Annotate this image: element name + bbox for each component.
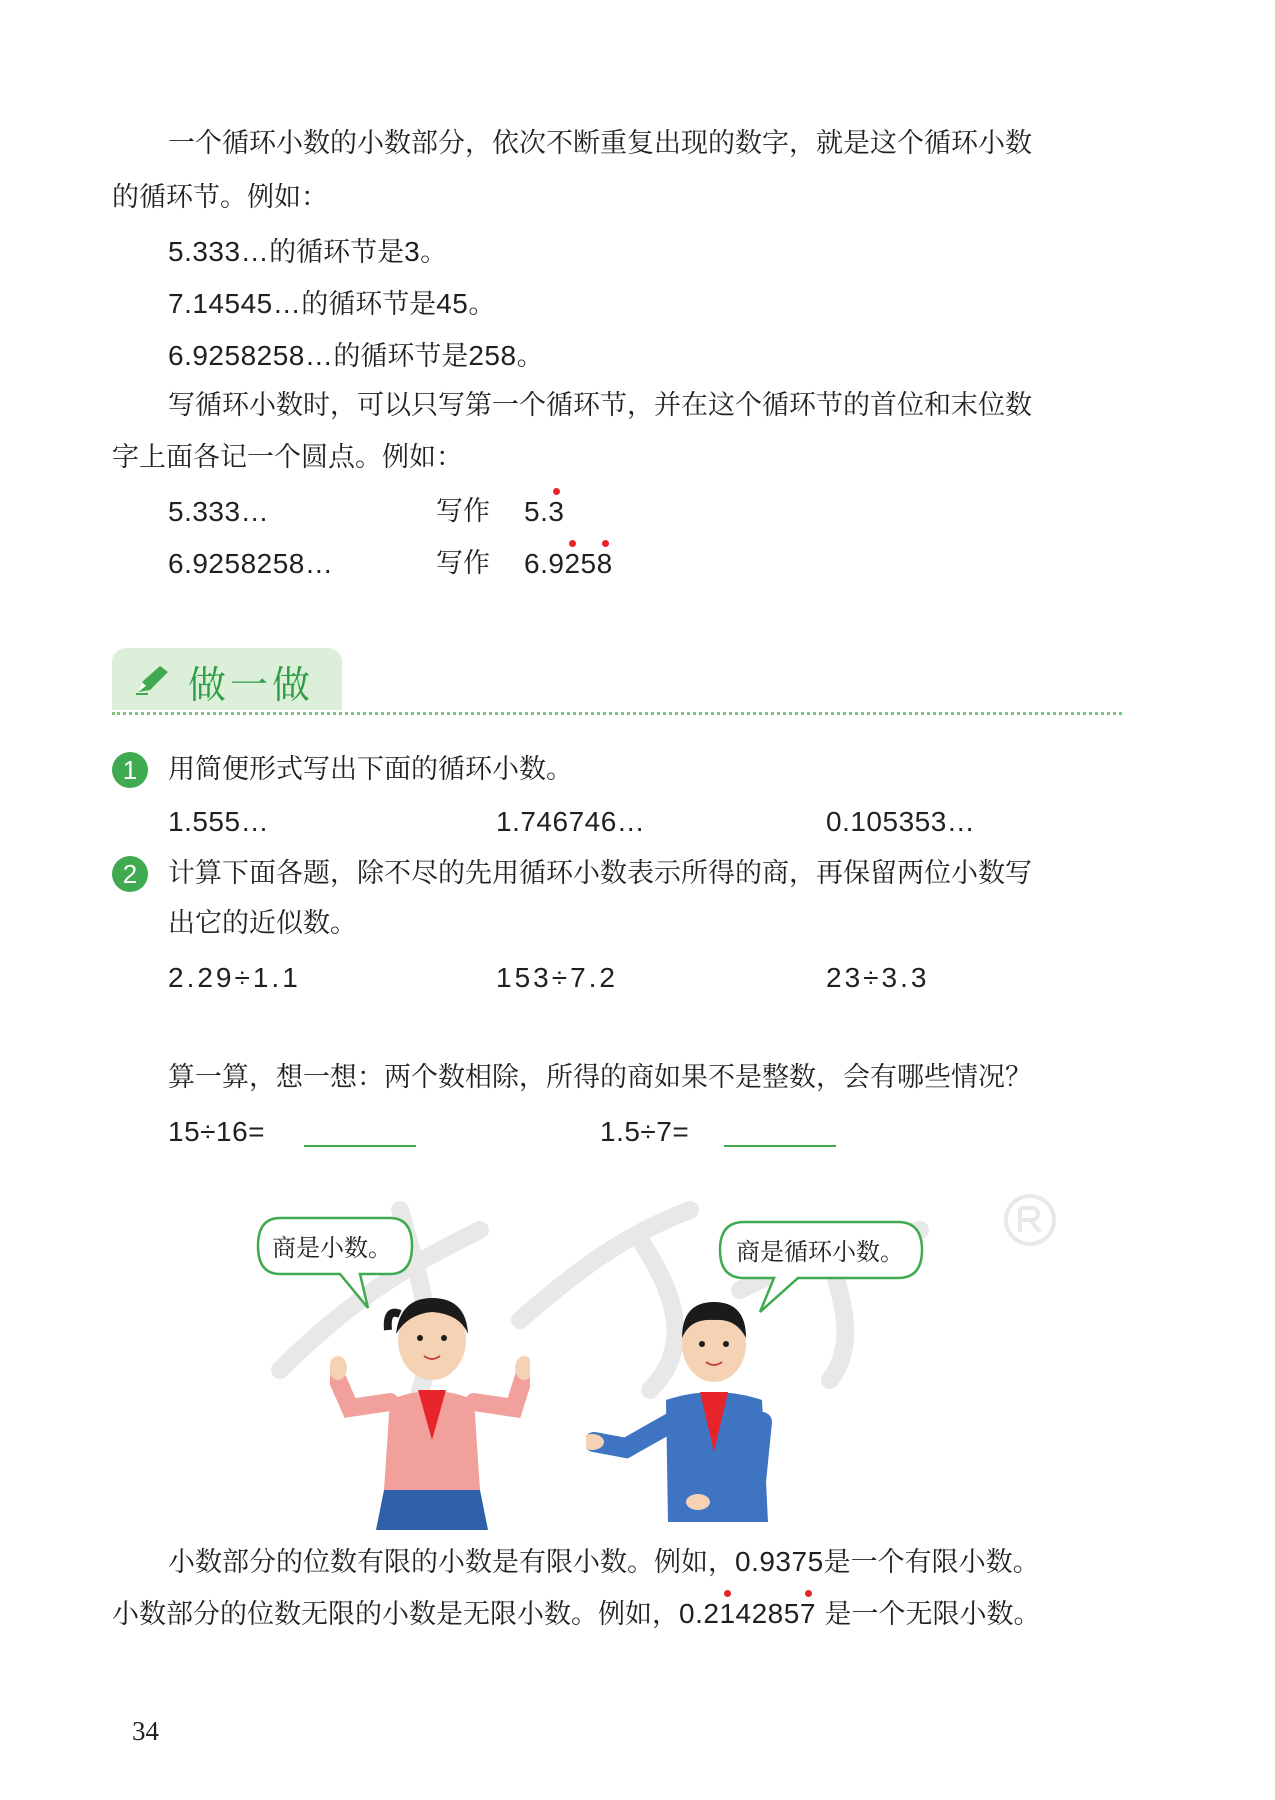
infinite-decimal-dotted-last: 7 <box>800 1596 816 1632</box>
summary-line-2-text: 小数部分的位数无限的小数是无限小数。例如， <box>112 1599 679 1630</box>
question-2-item-3: 23÷3.3 <box>826 962 930 993</box>
question-1-badge: 1 <box>112 752 148 788</box>
write-row-2-label: 写作 <box>436 548 490 579</box>
write-row-2-dotted-digit-last: 8 <box>597 546 613 582</box>
write-row-1-dotted-digit: 3 <box>548 494 564 530</box>
summary-line-2-end: 是一个无限小数。 <box>815 1599 1041 1630</box>
think-prompt: 算一算，想一想：两个数相除，所得的商如果不是整数，会有哪些情况？ <box>168 1062 1032 1093</box>
example-3-cycle: 258 <box>468 340 517 371</box>
summary-line-1 <box>168 1544 1040 1581</box>
question-1-item-2: 1.746746… <box>496 806 646 837</box>
write-row-1-original: 5.333… <box>168 496 270 527</box>
practice-title: 做一做 <box>188 663 315 707</box>
write-row-2-prefix: 6.9 <box>524 548 565 579</box>
pencil-icon <box>134 664 174 696</box>
answer-blank-1[interactable] <box>304 1145 416 1147</box>
boy-speech-text: 商是循环小数。 <box>736 1238 904 1266</box>
question-1-text: 用简便形式写出下面的循环小数。 <box>168 754 573 785</box>
girl-illustration <box>330 1290 530 1530</box>
infinite-decimal-middle: 4285 <box>735 1598 800 1629</box>
question-2-line-1: 计算下面各题，除不尽的先用循环小数表示所得的商，再保留两位小数写 <box>168 858 1032 889</box>
example-2-end: 。 <box>468 289 496 320</box>
section-divider <box>112 712 1122 715</box>
example-2-cycle: 45 <box>436 288 469 319</box>
answer-blank-2[interactable] <box>724 1145 836 1147</box>
write-row-1-prefix: 5. <box>524 496 549 527</box>
infinite-decimal-dotted-first: 1 <box>719 1596 735 1632</box>
write-row-1-result <box>524 494 564 530</box>
write-row-2-original: 6.9258258… <box>168 548 334 579</box>
example-3-end: 。 <box>516 341 544 372</box>
question-1-item-1: 1.555… <box>168 806 270 837</box>
think-expression-2: 1.5÷7= <box>600 1116 690 1147</box>
question-2-line-2: 出它的近似数。 <box>168 908 357 939</box>
summary-line-1-text: 小数部分的位数有限的小数是有限小数。例如， <box>168 1547 735 1578</box>
write-row-2-middle: 5 <box>580 548 597 579</box>
write-row-1-label: 写作 <box>436 496 490 527</box>
think-expression-1: 15÷16= <box>168 1116 266 1147</box>
summary-line-1-end: 是一个有限小数。 <box>823 1547 1040 1578</box>
example-1 <box>168 234 447 271</box>
write-row-2-dotted-digit-first: 2 <box>564 546 580 582</box>
intro-line-3: 写循环小数时，可以只写第一个循环节，并在这个循环节的首位和末位数 <box>168 390 1032 421</box>
boy-illustration <box>586 1292 796 1532</box>
intro-line-2: 的循环节。例如： <box>112 182 328 213</box>
infinite-decimal-example <box>679 1598 816 1629</box>
example-2-number: 7.14545… <box>168 288 302 319</box>
write-row-2-result <box>524 546 613 582</box>
example-2-text: 的循环节是 <box>301 289 437 320</box>
finite-decimal-example: 0.9375 <box>735 1546 824 1577</box>
page-number: 34 <box>132 1716 159 1746</box>
practice-section-header <box>112 648 342 710</box>
intro-line-4: 字上面各记一个圆点。例如： <box>112 442 463 473</box>
example-3 <box>168 338 544 375</box>
example-1-end: 。 <box>420 237 448 268</box>
example-1-text: 的循环节是 <box>269 237 405 268</box>
question-2-badge: 2 <box>112 856 148 892</box>
girl-speech-text: 商是小数。 <box>272 1234 392 1262</box>
summary-line-2 <box>112 1596 1040 1633</box>
infinite-decimal-prefix: 0.2 <box>679 1598 720 1629</box>
question-1-item-3: 0.105353… <box>826 806 976 837</box>
example-3-number: 6.9258258… <box>168 340 334 371</box>
intro-line-1: 一个循环小数的小数部分，依次不断重复出现的数字，就是这个循环小数 <box>168 128 1032 159</box>
question-2-item-2: 153÷7.2 <box>496 962 619 993</box>
example-3-text: 的循环节是 <box>333 341 469 372</box>
example-1-number: 5.333… <box>168 236 270 267</box>
example-1-cycle: 3 <box>404 236 421 267</box>
question-2-item-1: 2.29÷1.1 <box>168 962 301 993</box>
example-2 <box>168 286 495 323</box>
